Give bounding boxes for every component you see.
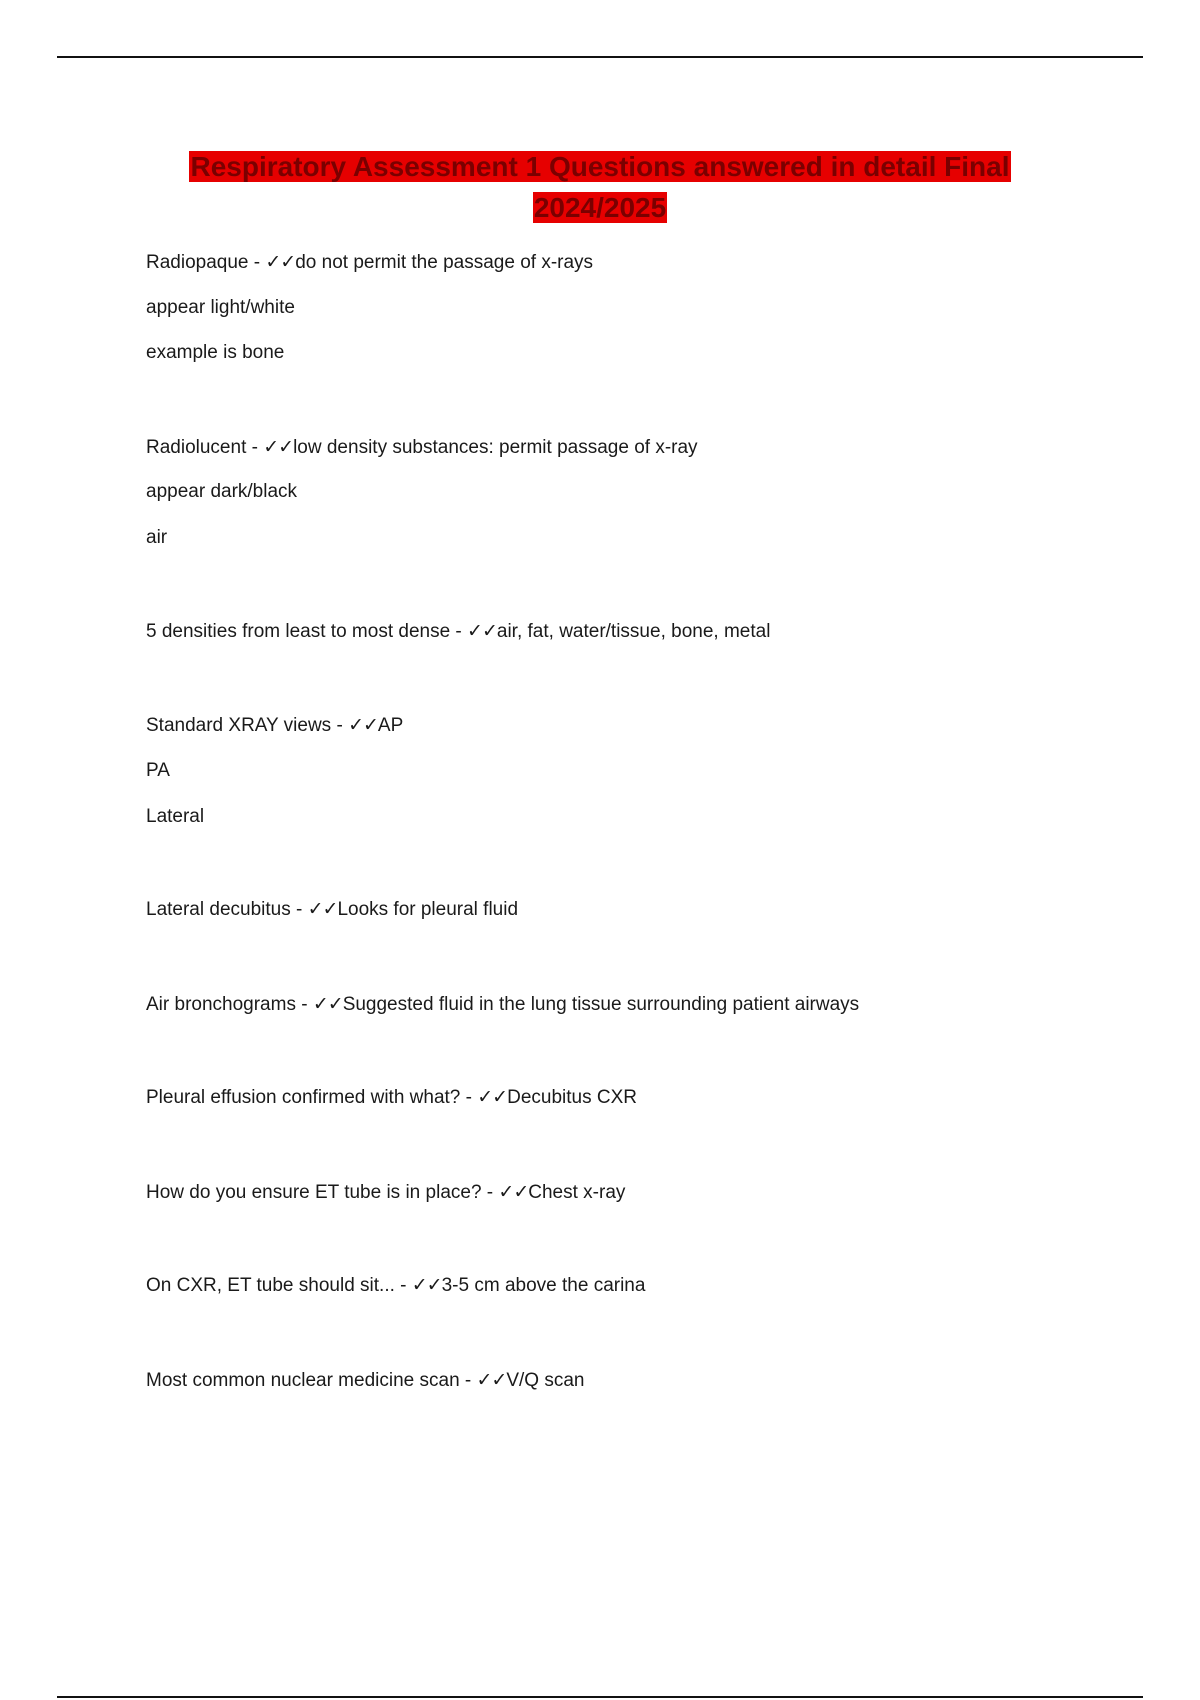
entry-answer: do not permit the passage of x-rays (295, 252, 594, 273)
entry-term: Radiolucent - (146, 437, 264, 458)
double-check-icon: ✓✓ (312, 993, 343, 1015)
entry-term: Standard XRAY views - (146, 715, 349, 736)
double-check-icon: ✓✓ (498, 1181, 529, 1203)
entry-nuclear-scan (146, 1368, 585, 1393)
double-check-icon: ✓✓ (307, 898, 338, 920)
entry-term: Lateral decubitus - (146, 899, 308, 920)
double-check-icon: ✓✓ (265, 251, 296, 273)
entry-detail: appear light/white (146, 297, 295, 318)
entry-radiopaque (146, 250, 593, 275)
entry-air-bronchograms (146, 992, 859, 1017)
title-line-1: Respiratory Assessment 1 Questions answered in detail Final (190, 151, 1010, 182)
entry-term: Pleural effusion confirmed with what? - (146, 1087, 478, 1108)
double-check-icon: ✓✓ (348, 714, 378, 736)
entry-answer: low density substances: permit passage of x-ray (293, 437, 698, 458)
entry-pleural-effusion (146, 1085, 637, 1110)
entry-lateral-decubitus (146, 897, 518, 922)
entry-detail: PA (146, 760, 170, 781)
double-check-icon: ✓✓ (467, 620, 497, 642)
double-check-icon: ✓✓ (476, 1369, 507, 1391)
entry-radiolucent (146, 435, 698, 460)
entry-term: 5 densities from least to most dense - (146, 621, 468, 642)
double-check-icon: ✓✓ (477, 1086, 508, 1108)
entry-detail: Lateral (146, 806, 205, 827)
entry-et-tube-position (146, 1273, 645, 1298)
entry-answer: Chest x-ray (528, 1182, 626, 1203)
entry-answer: V/Q scan (506, 1370, 585, 1391)
entry-answer: 3-5 cm above the carina (441, 1275, 646, 1296)
double-check-icon: ✓✓ (263, 436, 294, 458)
entry-detail: air (146, 527, 168, 548)
entry-standard-views (146, 713, 403, 738)
top-divider (57, 56, 1143, 58)
bottom-divider (57, 1696, 1143, 1698)
entry-term: Radiopaque - (146, 252, 266, 273)
entry-detail: example is bone (146, 342, 285, 363)
entry-term: Air bronchograms - (146, 994, 313, 1015)
entry-answer: Looks for pleural fluid (337, 899, 519, 920)
entry-detail: appear dark/black (146, 481, 298, 502)
entry-term: On CXR, ET tube should sit... - (146, 1275, 412, 1296)
entry-answer: Suggested fluid in the lung tissue surrounding patient airways (342, 994, 860, 1015)
entry-answer: Decubitus CXR (507, 1087, 637, 1108)
entry-term: How do you ensure ET tube is in place? - (146, 1182, 499, 1203)
entry-densities (146, 619, 770, 644)
entry-answer: AP (377, 715, 404, 736)
double-check-icon: ✓✓ (411, 1274, 442, 1296)
entry-term: Most common nuclear medicine scan - (146, 1370, 477, 1391)
entry-answer: air, fat, water/tissue, bone, metal (496, 621, 771, 642)
entry-et-tube-placement (146, 1180, 625, 1205)
page-title (0, 146, 1200, 228)
title-line-2: 2024/2025 (533, 192, 667, 223)
